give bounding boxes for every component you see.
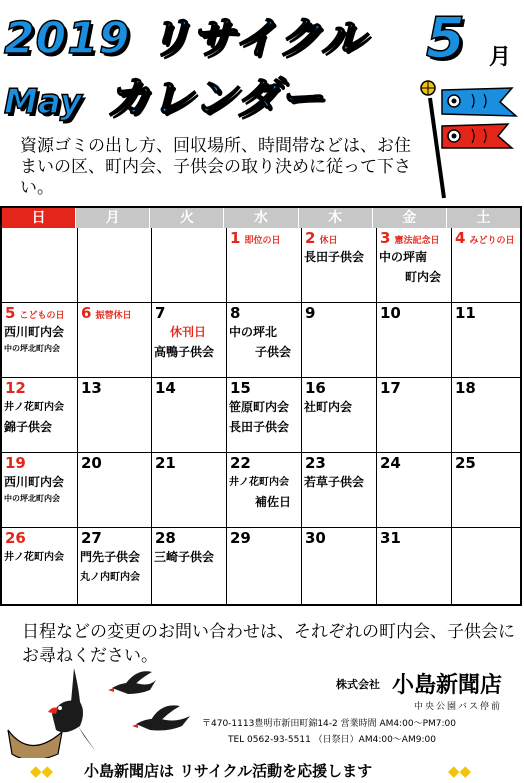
calendar-table [0,206,522,606]
day-number [455,304,476,322]
day-number-text: 27 [81,529,102,547]
day-number [380,454,401,472]
day-number-text: 22 [230,454,251,472]
event-label: 社町内会 [304,400,353,414]
event-label: 井ノ花町内会 [4,402,64,413]
day-number [230,379,251,397]
calendar-day-cell [152,453,227,528]
calendar-day-cell [377,453,452,528]
calendar-day-cell [377,528,452,604]
weekday-header: 月 [76,208,150,228]
diamond-right-icon: ◆◆ [448,762,472,780]
diamond-left-icon: ◆◆ [30,762,54,780]
day-number [230,529,251,547]
day-number [455,229,514,247]
company-prefix: 株式会社 [336,678,380,691]
calendar-title-line2 [4,62,323,126]
day-number [81,379,102,397]
day-number [230,229,280,247]
calendar-empty-cell [152,228,227,303]
event-label: 井ノ花町内会 [4,552,64,563]
holiday-label: 即位の日 [244,236,281,246]
weekday-header: 水 [224,208,298,228]
flying-swallow-icon [132,705,190,730]
event-label: 西川町内会 [4,325,65,339]
day-number [81,529,102,547]
day-number-text: 1 [230,229,241,247]
day-number-text: 18 [455,379,476,397]
calendar-day-cell [2,378,78,453]
event-label: 長田子供会 [304,250,365,264]
calendar-grid [2,228,520,604]
calendar-day-cell [302,378,377,453]
event-label: 笹原町内会 [229,400,290,414]
calendar-day-cell [227,528,302,604]
holiday-label: こどもの日 [19,311,65,321]
day-number-text: 11 [455,304,476,322]
day-number-text: 5 [5,304,16,322]
bottom-slogan [0,760,524,782]
calendar-day-cell [302,228,377,303]
calendar-day-cell [152,303,227,378]
slogan-text: 小島新聞店は リサイクル活動を応援します [84,762,373,780]
day-number [380,229,439,247]
calendar-day-cell [452,453,520,528]
event-label: 補佐日 [255,495,292,509]
calendar-day-cell [2,453,78,528]
calendar-day-cell [452,228,520,303]
event-label: 子供会 [255,345,292,359]
weekday-header: 金 [373,208,447,228]
calendar-day-cell [152,378,227,453]
day-number-text: 19 [5,454,26,472]
event-label: 中の坪北町内会 [4,494,60,503]
day-number-text: 25 [455,454,476,472]
calendar-day-cell [2,528,78,604]
day-number-text: 10 [380,304,401,322]
day-number [81,304,131,322]
event-label: 若草子供会 [304,475,365,489]
day-number [155,304,165,322]
day-number-text: 12 [5,379,26,397]
nest-icon [8,730,62,758]
blue-carp-icon [442,88,516,116]
day-number-text: 4 [455,229,466,247]
day-number [155,529,176,547]
day-number [305,454,326,472]
event-label: 門先子供会 [80,550,141,564]
day-number-text: 14 [155,379,176,397]
day-number [5,379,26,397]
day-number [5,529,26,547]
month-suffix: 月 [489,45,512,70]
weekday-header: 土 [447,208,520,228]
day-number [5,454,26,472]
calendar-day-cell [78,528,152,604]
red-carp-icon [442,124,512,148]
day-number [81,454,102,472]
calendar-day-cell [302,453,377,528]
flying-swallow-icon [108,671,156,694]
event-label: 町内会 [405,270,442,284]
address-hours: 〒470-1113豊明市新田町錦14-2 営業時間 AM4:00〜PM7:00 [202,719,457,729]
event-label: 中の坪北町内会 [4,344,60,353]
calendar-day-cell [227,378,302,453]
calendar-day-cell [377,303,452,378]
day-number-text: 17 [380,379,401,397]
day-number [5,304,64,322]
intro-notice: 資源ゴミの出し方、回収場所、時間帯などは、お住まいの区、町内会、子供会の取り決めに従って下さい。 [20,136,411,198]
koinobori-illustration [412,70,524,206]
event-label: 中の坪南 [379,250,428,264]
weekday-header-row [2,208,520,228]
calendar-day-cell [227,453,302,528]
day-number [305,304,315,322]
calendar-day-cell [227,303,302,378]
calendar-empty-cell [452,528,520,604]
day-number [305,379,326,397]
calendar-day-cell [452,378,520,453]
event-label: 長田子供会 [229,420,290,434]
holiday-label: 憲法記念日 [394,236,440,246]
calendar-empty-cell [78,228,152,303]
calendar-day-cell [302,303,377,378]
day-number [230,454,251,472]
calendar-day-cell [78,453,152,528]
calendar-title-line1: 2019 リサイクル [4,13,366,64]
title-calendar-word: カレンダー [105,73,324,124]
day-number-text: 26 [5,529,26,547]
day-number-text: 6 [81,304,92,322]
calendar-empty-cell [2,228,78,303]
day-number-text: 16 [305,379,326,397]
event-label: 丸ノ内町内会 [80,572,140,583]
day-number-text: 3 [380,229,391,247]
day-number-text: 7 [155,304,166,322]
company-name: 小島新聞店 [392,673,503,698]
day-number-text: 30 [305,529,326,547]
day-number [380,529,401,547]
title-month-english: May [4,82,82,122]
event-label: 錦子供会 [4,420,53,434]
calendar-day-cell [78,378,152,453]
calendar-day-cell [377,228,452,303]
holiday-label: みどりの日 [469,236,515,246]
day-number [455,379,476,397]
holiday-label: 振替休日 [95,311,132,321]
event-label: 西川町内会 [4,475,65,489]
tel-holiday-hours: TEL 0562-93-5511 （日祭日）AM4:00〜AM9:00 [228,735,436,745]
event-label: 中の坪北 [229,325,278,339]
day-number-text: 24 [380,454,401,472]
footer-message: 日程などの変更のお問い合わせは、それぞれの町内会、子供会にお尋ねください。 [22,622,515,666]
weekday-header: 木 [299,208,373,228]
calendar-day-cell [2,303,78,378]
day-number-text: 9 [305,304,316,322]
day-number [230,304,240,322]
day-number [305,229,337,247]
event-label: 高鴨子供会 [154,345,215,359]
day-number [305,529,326,547]
calendar-day-cell [302,528,377,604]
calendar-day-cell [152,528,227,604]
day-number-text: 31 [380,529,401,547]
day-number-text: 2 [305,229,316,247]
month-number: 5 [426,6,465,71]
calendar-day-cell [227,228,302,303]
calendar-day-cell [377,378,452,453]
day-number-text: 21 [155,454,176,472]
day-number-text: 28 [155,529,176,547]
day-number [155,454,176,472]
day-number-text: 29 [230,529,251,547]
day-number-text: 15 [230,379,251,397]
day-number [380,379,401,397]
day-number [380,304,401,322]
event-label: 三崎子供会 [154,550,215,564]
day-number-text: 13 [81,379,102,397]
day-number-text: 20 [81,454,102,472]
calendar-day-cell [78,303,152,378]
event-label: 休刊日 [170,325,207,339]
event-label: 井ノ花町内会 [229,477,289,488]
calendar-day-cell [452,303,520,378]
weekday-header: 日 [2,208,76,228]
day-number-text: 8 [230,304,241,322]
day-number [455,454,476,472]
bus-stop-note: 中央公園バス停前 [414,702,503,712]
swallows-illustration [0,662,215,758]
day-number [155,379,176,397]
holiday-label: 休日 [319,236,338,246]
weekday-header: 火 [150,208,224,228]
day-number-text: 23 [305,454,326,472]
